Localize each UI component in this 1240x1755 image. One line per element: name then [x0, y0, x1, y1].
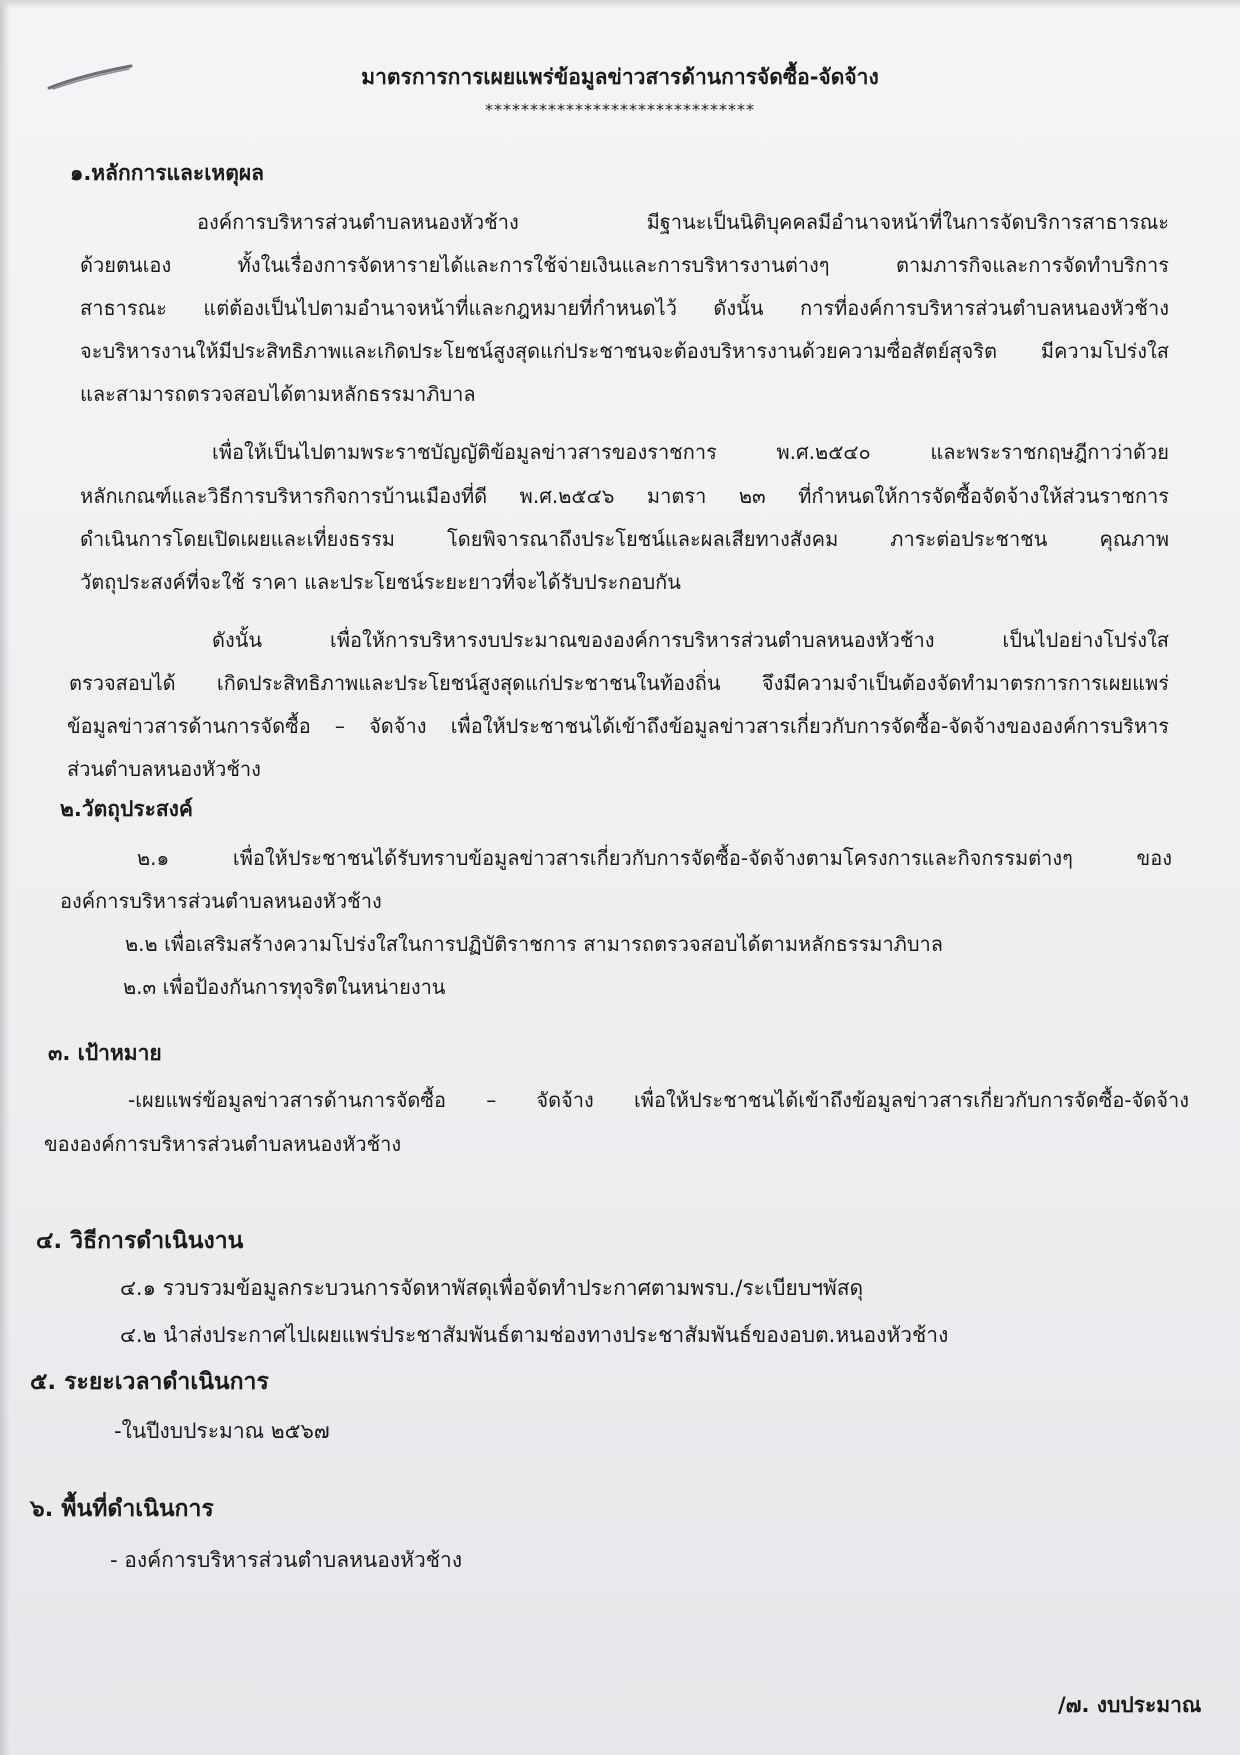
document-title: มาตรการการเผยแพร่ข้อมูลข่าวสารด้านการจัดซื้อ-จัดจ้าง [361, 65, 879, 89]
section-1-para2-line4: วัตถุประสงค์ที่จะใช้ ราคา และประโยชน์ระยะยาวที่จะได้รับประกอบกัน [80, 570, 681, 594]
section-1-para3-line1 [212, 628, 1169, 653]
section-1-para1-line3 [80, 296, 1169, 321]
section-4-item-2: ๔.๒ นำส่งประกาศไปเผยแพร่ประชาสัมพันธ์ตามช่องทางประชาสัมพันธ์ของอบต.หนองหัวช้าง [120, 1323, 949, 1347]
paragraph-line: จะบริหารงานให้มีประสิทธิภาพและเกิดประโยชน์สูงสุดแก่ประชาชนจะต้องบริหารงานด้วยความซื่อสัตย์สุจริต มีความโปร่งใส [80, 339, 1169, 363]
section-6-heading: ๖. พื้นที่ดำเนินการ [30, 1496, 214, 1522]
section-6-line: - องค์การบริหารส่วนตำบลหนองหัวช้าง [110, 1548, 463, 1572]
page-top-shadow [0, 0, 1240, 8]
section-3-line-1 [128, 1088, 1189, 1113]
page-edge-shadow [0, 0, 10, 1755]
section-2-item-3: ๒.๓ เพื่อป้องกันการทุจริตในหน่ายงาน [123, 975, 446, 999]
section-2-item-2: ๒.๒ เพื่อเสริมสร้างความโปร่งใสในการปฏิบัติราชการ สามารถตรวจสอบได้ตามหลักธรรมาภิบาล [125, 932, 944, 956]
section-4-heading: ๔. วิธีการดำเนินงาน [36, 1228, 244, 1254]
section-1-para2-line2 [80, 484, 1169, 509]
section-4-item-1: ๔.๑ รวบรวมข้อมูลกระบวนการจัดหาพัสดุเพื่อจัดทำประกาศตามพรบ./ระเบียบฯพัสดุ [120, 1276, 864, 1300]
section-1-para2-line1 [212, 440, 1169, 465]
paragraph-line: ดังนั้น เพื่อให้การบริหารงบประมาณขององค์การบริหารส่วนตำบลหนองหัวช้าง เป็นไปอย่างโปร่งใส [212, 628, 1169, 652]
section-2-heading: ๒.วัตถุประสงค์ [60, 797, 193, 821]
paragraph-line: เพื่อให้เป็นไปตามพระราชบัญญัติข้อมูลข่าวสารของราชการ พ.ศ.๒๕๔๐ และพระราชกฤษฎีกาว่าด้วย [212, 440, 1169, 464]
paragraph-line: ๒.๑ เพื่อให้ประชาชนได้รับทราบข้อมูลข่าวสารเกี่ยวกับการจัดซื้อ-จัดจ้างตามโครงการและกิจกรรมต่างๆ ของ [137, 846, 1172, 870]
section-1-para1-line1 [197, 210, 1169, 235]
section-1-para1-line5: และสามารถตรวจสอบได้ตามหลักธรรมาภิบาล [80, 382, 476, 406]
section-5-line: -ในปีงบประมาณ ๒๕๖๗ [114, 1419, 330, 1443]
paragraph-line: ตรวจสอบได้ เกิดประสิทธิภาพและประโยชน์สูงสุดแก่ประชาชนในท้องถิ่น จึงมีความจำเป็นต้องจัดทำมาตรการการเผยแพร่ [69, 671, 1169, 695]
section-3-line-2: ขององค์การบริหารส่วนตำบลหนองหัวช้าง [44, 1132, 402, 1156]
section-1-para1-line2 [80, 253, 1169, 278]
section-1-para2-line3 [80, 527, 1169, 552]
title-divider-stars: ****************************** [485, 100, 755, 119]
paragraph-line: ข้อมูลข่าวสารด้านการจัดซื้อ – จัดจ้าง เพื่อให้ประชาชนได้เข้าถึงข้อมูลข่าวสารเกี่ยวกับการจัดซื้อ-จัดจ้างขององค์การบริหาร [67, 714, 1169, 738]
section-2-item-1-cont: องค์การบริหารส่วนตำบลหนองหัวช้าง [60, 889, 382, 913]
section-5-heading: ๕. ระยะเวลาดำเนินการ [30, 1369, 269, 1395]
paragraph-line: -เผยแพร่ข้อมูลข่าวสารด้านการจัดซื้อ – จัดจ้าง เพื่อให้ประชาชนได้เข้าถึงข้อมูลข่าวสารเกี่ยวกับการจัดซื้อ-จัดจ้าง [128, 1088, 1189, 1112]
section-1-para3-line3 [67, 714, 1169, 739]
paragraph-line: หลักเกณฑ์และวิธีการบริหารกิจการบ้านเมืองที่ดี พ.ศ.๒๕๔๖ มาตรา ๒๓ ที่กำหนดให้การจัดซื้อจัดจ้างให้ส่วนราชการ [80, 484, 1169, 508]
section-1-heading: ๑.หลักการและเหตุผล [70, 161, 265, 185]
paragraph-line: องค์การบริหารส่วนตำบลหนองหัวช้าง มีฐานะเป็นนิติบุคคลมีอำนาจหน้าที่ในการจัดบริการสาธารณะ [197, 210, 1169, 234]
next-page-reference: /๗. งบประมาณ [1058, 1693, 1202, 1717]
paragraph-line: ด้วยตนเอง ทั้งในเรื่องการจัดหารายได้และการใช้จ่ายเงินและการบริหารงานต่างๆ ตามภารกิจและการจัดทำบริการ [80, 253, 1169, 277]
section-1-para3-line4: ส่วนตำบลหนองหัวช้าง [67, 757, 261, 781]
section-1-para3-line2 [69, 671, 1169, 696]
section-3-heading: ๓. เป้าหมาย [48, 1041, 162, 1065]
paragraph-line: ดำเนินการโดยเปิดเผยและเที่ยงธรรม โดยพิจารณาถึงประโยชน์และผลเสียทางสังคม ภาระต่อประชาชน คุณภาพ [80, 527, 1169, 551]
paragraph-line: สาธารณะ แต่ต้องเป็นไปตามอำนาจหน้าที่และกฎหมายที่กำหนดไว้ ดังนั้น การที่องค์การบริหารส่วนตำบลหนองหัวช้าง [80, 296, 1169, 320]
section-1-para1-line4 [80, 339, 1169, 364]
section-2-item-1 [137, 846, 1172, 871]
